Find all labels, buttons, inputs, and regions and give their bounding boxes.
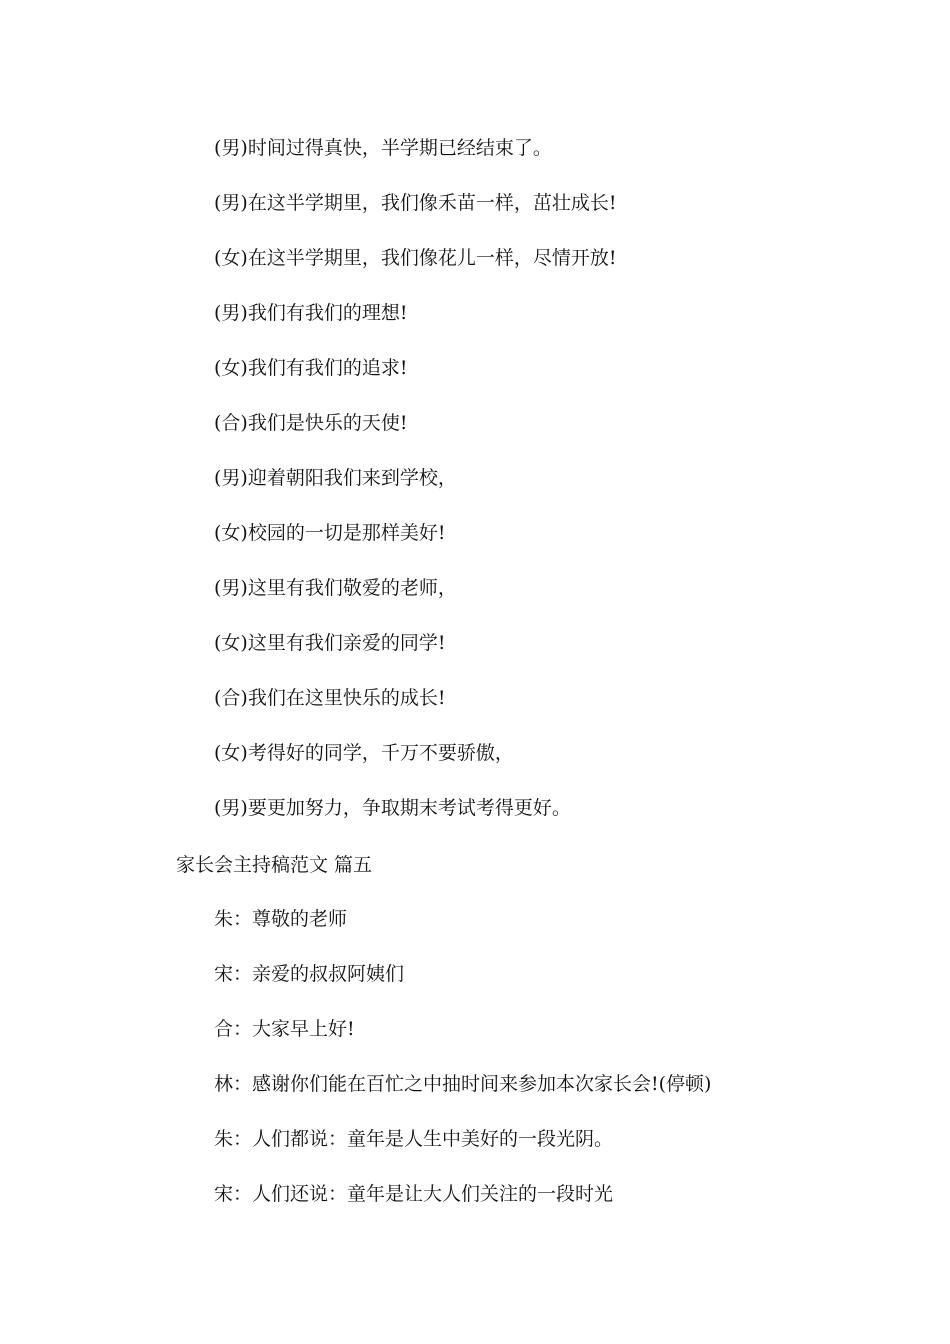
dialogue-line: 林：感谢你们能在百忙之中抽时间来参加本次家长会!(停顿) bbox=[214, 1073, 712, 1095]
dialogue-line: (男)要更加努力，争取期末考试考得更好。 bbox=[214, 797, 571, 819]
dialogue-line: (女)这里有我们亲爱的同学! bbox=[214, 632, 446, 654]
dialogue-line: (男)我们有我们的理想! bbox=[214, 302, 408, 324]
dialogue-line: (合)我们是快乐的天使! bbox=[214, 412, 408, 434]
dialogue-line: 宋：亲爱的叔叔阿姨们 bbox=[214, 963, 405, 985]
section-heading: 家长会主持稿范文 篇五 bbox=[176, 854, 373, 876]
dialogue-line: (女)考得好的同学，千万不要骄傲， bbox=[214, 742, 514, 764]
dialogue-line: (女)我们有我们的追求! bbox=[214, 357, 408, 379]
dialogue-line: 朱：尊敬的老师 bbox=[214, 908, 348, 930]
dialogue-line: 宋：人们还说：童年是让大人们关注的一段时光 bbox=[214, 1183, 614, 1205]
dialogue-line: (男)在这半学期里，我们像禾苗一样，茁壮成长! bbox=[214, 192, 617, 214]
dialogue-line: (男)时间过得真快，半学期已经结束了。 bbox=[214, 137, 552, 159]
dialogue-line: 朱：人们都说：童年是人生中美好的一段光阴。 bbox=[214, 1128, 614, 1150]
dialogue-line: (女)校园的一切是那样美好! bbox=[214, 522, 446, 544]
dialogue-line: (男)迎着朝阳我们来到学校， bbox=[214, 467, 457, 489]
dialogue-line: 合：大家早上好! bbox=[214, 1018, 355, 1040]
dialogue-line: (男)这里有我们敬爱的老师， bbox=[214, 577, 457, 599]
dialogue-line: (合)我们在这里快乐的成长! bbox=[214, 687, 446, 709]
dialogue-line: (女)在这半学期里，我们像花儿一样，尽情开放! bbox=[214, 247, 617, 269]
